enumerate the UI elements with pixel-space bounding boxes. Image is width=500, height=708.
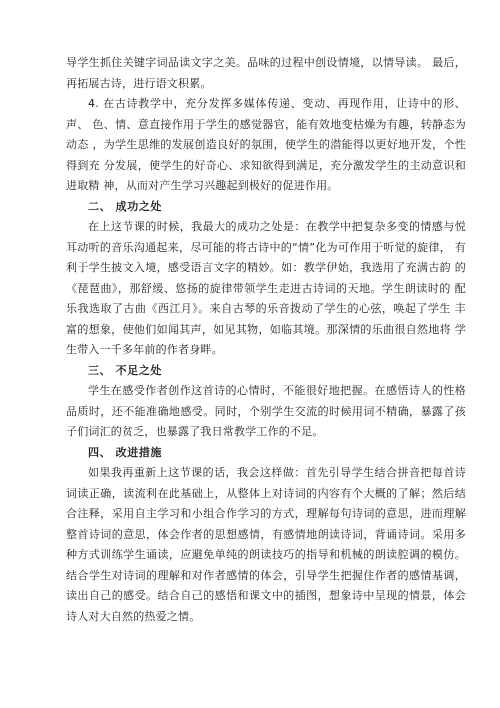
heading-improvements: 四、 改进措施	[88, 445, 163, 459]
paragraph-improvements: 如果我再重新上这节课的话，我会这样做：首先引导学生结合拼音把每首诗 词读正确，读流利在此基础上，从整体上对诗词的内容有个大概的了解；然后结 合注释，采用自主学习和小组合作学习的方式，理解每句诗词的意思，进而理解 整首诗词的意思，体会作者的思想感情，有感情地朗读诗词，背诵诗词。采用多 种方式训练学生诵读，应避免单纯的朗读技巧的指导和机械的朗读腔调的模仿。 结合学生对诗词的理解和对作者感情的体会，引导学生把握住作者的感情基调， 读出自己的感受。结合自己的感悟和课文中的插图，想象诗中呈现的情景，体会 诗人对大自然的热爱之情。	[66, 466, 466, 623]
heading-success: 二、 成功之处	[88, 199, 163, 213]
heading-shortcomings: 三、 不足之处	[88, 363, 163, 377]
paragraph-shortcomings: 学生在感受作者创作这首诗的心情时，不能很好地把握。在感悟诗人的性格 品质时，还不能准确地感受。同时，个别学生交流的时候用词不精确，暴露了孩 子们词汇的贫乏，也暴露了我日常教学工作的不足。	[66, 384, 466, 438]
paragraph-success: 在上这节课的时候，我最大的成功之处是：在教学中把复杂多变的情感与悦 耳动听的音乐沟通起来，尽可能的将古诗中的“情”化为可作用于听觉的旋律， 有利于学生披文入境，感受语言文字的精妙。如：教学伊始，我选用了充满古韵 的《琵琶曲》，那舒缓、悠扬的旋律带领学生走进古诗词的天地。学生朗读时的 配乐我选取了古曲《西江月》。来自古琴的乐音拨动了学生的心弦，唤起了学生 丰富的想象，使他们如闻其声，如见其物，如临其境。那深情的乐曲很自然地将 学生带入一千多年前的作者身畔。	[66, 220, 466, 356]
paragraph-continuation: 导学生抓住关键字词品读文字之美。品味的过程中创设情境，以情导读。 最后，再拓展古诗，进行语文积累。	[66, 56, 466, 90]
paragraph-point-4: 4. 在古诗教学中，充分发挥多媒体传递、变动、再现作用，让诗中的形、声、 色、情、意直接作用于学生的感觉器官，能有效地变枯燥为有趣，转静态为动态 ，为学生思维的发展创造良好的氛围，使学生的潜能得以更好地开发，个性得到充 分发展，使学生的好奇心、求知欲得到满足，充分激发学生的主动意识和进取精 神，从而对产生学习兴趣起到极好的促进作用。	[66, 97, 466, 192]
